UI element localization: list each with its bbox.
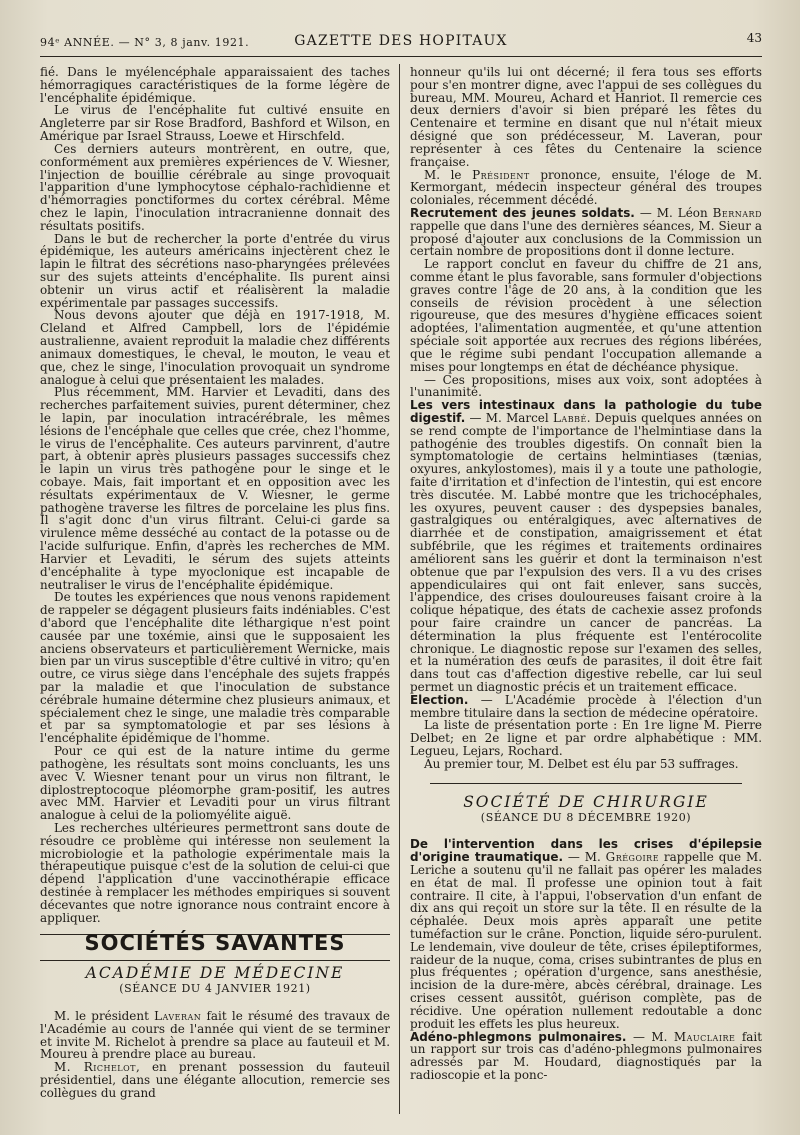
page-number: 43 bbox=[746, 31, 762, 45]
paragraph bbox=[40, 1061, 390, 1099]
text-run: , en prenant possession du fauteuil présidentiel, dans une élégante allocution, remercie ses collègues du grand bbox=[40, 1060, 390, 1100]
person-name: Laveran bbox=[154, 1008, 202, 1023]
section-rule bbox=[430, 783, 742, 784]
issue-info: 94ᵉ ANNÉE. — N° 3, 8 janv. 1921. bbox=[40, 36, 250, 49]
text-run: rappelle que dans l'une des dernières séances, M. Sieur a proposé d'ajouter aux conclusions de la Commission un certain nombre de propositions dont il donne lecture. bbox=[410, 218, 762, 259]
academy-session-date: (SÉANCE DU 4 JANVIER 1921) bbox=[119, 982, 311, 996]
article-election bbox=[410, 694, 762, 720]
paragraph bbox=[40, 1010, 390, 1061]
text-run: — M. Léon bbox=[634, 205, 713, 220]
text-run: rappelle que M. Leriche a soutenu qu'il ne fallait pas opérer les malades en état de mal. Il professe une opinion tout à fait contraire. Il cite, à l'appui, l'observation d'un enfant de dix ans qui reçoit un store sur la tête. Il en résulte de la céphalée. Deux mois après apparaît une petite tuméfaction sur le crâne. Ponction, liquide séro-purulent. Le lendemain, vive douleur de tête, crises épileptiformes, raideur de la nuque, coma, crises subintrantes de plus en plus fréquentes ; opération d'urgence, sans anesthésie, incision de la dure-mère, abcès cérébral, drainage. Les crises cessent aussitôt, guérison complète, pas de récidive. Une opération nullement redoutable a donc produit les effets les plus heureux. bbox=[410, 850, 763, 1031]
paragraph: Nous devons ajouter que déjà en 1917-1918, M. Cleland et Alfred Campbell, lors de l'épidémie australienne, avaient reproduit la maladie chez différents animaux domestiques, le cheval, le mouton, le veau et que, chez le singe, l'inoculation provoquait un syndrome analogue à celui que présentaient les malades. bbox=[40, 308, 390, 387]
person-name: Grégoire bbox=[605, 850, 660, 865]
society-title: SOCIÉTÉ DE CHIRURGIE bbox=[463, 792, 709, 811]
journal-title: GAZETTE DES HOPITAUX bbox=[294, 33, 508, 49]
text-run: prononce, ensuite, l'éloge de M. Kermorgant, médecin inspecteur général des troupes coloniales, récemment décédé. bbox=[410, 167, 762, 208]
paragraph: Dans le but de rechercher la porte d'entrée du virus épidémique, les auteurs américains injectèrent chez le lapin le filtrat des sécrétions naso-pharyngées prélevées sur des sujets atteints d'encéphalite. Ils purent ainsi obtenir un virus actif et réalisèrent la maladie expérimentale par passages successifs. bbox=[40, 231, 390, 310]
paragraph: Le rapport conclut en faveur du chiffre de 21 ans, comme étant le plus favorable, sans formuler d'objections graves contre l'âge de 20 ans, à la condition que les conseils de révision procèdent à une sélection rigoureuse, que des mesures d'hygiène efficaces soient adoptées, l'alimentation augmentée, et qu'une attention spéciale soit apportée aux recrues des régions libérées, que le régime subi pendant l'occupation allemande a mises pour longtemps en état de déchéance physique. bbox=[410, 257, 762, 374]
paragraph: fié. Dans le myélencéphale apparaissaient des taches hémorragiques caractéristiques de la forme légère de l'encéphalite épidémique. bbox=[40, 65, 390, 105]
article-heading: De l'intervention dans les crises d'épilepsie d'origine traumatique. bbox=[410, 837, 762, 865]
paragraph: — Ces propositions, mises aux voix, sont adoptées à l'unanimité. bbox=[410, 372, 762, 400]
text-run: fait un rapport sur trois cas d'adéno-phlegmons pulmonaires adressés par M. Houdard, diagnostiqués par la radioscopie et la ponc- bbox=[410, 1029, 762, 1082]
person-name: Bernard bbox=[712, 205, 762, 220]
person-name: Mauclaire bbox=[673, 1029, 736, 1044]
section-title: SOCIÉTÉS SAVANTES bbox=[84, 931, 346, 956]
text-run: — M. bbox=[626, 1029, 674, 1044]
right-column bbox=[410, 66, 762, 1082]
paragraph: Au premier tour, M. Delbet est élu par 53 suffrages. bbox=[424, 756, 739, 771]
paragraph: Pour ce qui est de la nature intime du germe pathogène, les résultats sont moins concluants, les uns avec V. Wiesner tenant pour un virus non filtrant, le diplostreptocoque pléomorphe gram-positif, les autres avec MM. Harvier et Levaditi pour un virus filtrant analogue à celui de la poliomyélite aiguë. bbox=[40, 744, 390, 823]
page-header bbox=[40, 28, 762, 56]
article-heading: Adéno-phlegmons pulmonaires. bbox=[410, 1029, 627, 1044]
text-run: — M. Marcel bbox=[465, 410, 553, 425]
academy-title: ACADÉMIE DE MÉDECINE bbox=[85, 964, 345, 983]
paragraph: La liste de présentation porte : En 1re ligne M. Pierre Delbet; en 2e ligne et par ordre alphabétique : MM. Legueu, Lejars, Rochard. bbox=[410, 718, 762, 759]
paragraph: honneur qu'ils lui ont décerné; il fera tous ses efforts pour s'en montrer digne, avec l'appui de ses collègues du bureau, MM. Moureu, Achard et Hanriot. Il remercie ces deux derniers d'avoir si bien préparé les fêtes du Centenaire et termine en disant que nul n'était mieux désigné que son prédécesseur, M. Laveran, pour représenter à ces fêtes du Centenaire la science française. bbox=[410, 65, 762, 169]
paragraph bbox=[410, 169, 762, 207]
text-run: — M. bbox=[563, 850, 606, 865]
paragraph: Les recherches ultérieures permettront sans doute de résoudre ce problème qui intéresse non seulement la microbiologie et la pathologie expérimentale mais la thérapeutique puisque c'est de la solution de celui-ci que dépend l'application d'une vaccinothérapie efficace destinée à remplacer les méthodes empiriques si souvent décevantes que notre ignorance nous contraint encore à appliquer. bbox=[40, 820, 390, 925]
article-heading: Recrutement des jeunes soldats. bbox=[410, 205, 635, 220]
article-heading: Election. bbox=[410, 692, 469, 707]
section-rule-bottom bbox=[40, 960, 390, 961]
person-name: M. Richelot bbox=[54, 1060, 136, 1075]
article-adeno-phlegmons bbox=[410, 1031, 762, 1082]
left-column bbox=[40, 66, 390, 1100]
article-vers-intestinaux bbox=[410, 399, 762, 694]
society-session-date: (SÉANCE DU 8 DÉCEMBRE 1920) bbox=[480, 810, 692, 824]
text-run: — L'Académie procède à l'élection d'un membre titulaire dans la section de médecine opératoire. bbox=[410, 692, 762, 720]
paragraph: Plus récemment, MM. Harvier et Levaditi, dans des recherches parfaitement suivies, purent déterminer, chez le lapin, par inoculation intracérébrale, les mêmes lésions de l'encéphale que celles que crée, chez l'homme, le virus de l'encéphalite. Ces auteurs parvinrent, d'autre part, à obtenir après plusieurs passages successifs chez le lapin un virus très pathogène pour le singe et le cobaye. Mais, fait important et en opposition avec les résultats expérimentaux de V. Wiesner, le germe pathogène traverse les filtres de porcelaine les plus fins. Il s'agit donc d'un virus filtrant. Celui-ci garde sa virulence même desséché au contact de la potasse ou de l'acide sulfurique. Enfin, d'après les recherches de MM. Harvier et Levaditi, le sérum des sujets atteints d'encéphalite à type myoclonique est incapable de neutraliser le virus de l'encéphalite épidémique. bbox=[40, 385, 390, 592]
article-heading: Les vers intestinaux dans la pathologie du tube digestif. bbox=[410, 398, 762, 425]
article-epilepsie bbox=[410, 838, 762, 1030]
text-run: M. le bbox=[424, 167, 473, 182]
column-divider bbox=[399, 64, 400, 1114]
paragraph: Ces derniers auteurs montrèrent, en outre, que, conformément aux premières expériences de V. Wiesner, l'injection de bouillie cérébrale au singe provoquait l'apparition d'une lymphocytose céphalo-rachidienne et d'hémorragies ponctiformes du cortex cérébral. Même chez le lapin, l'inoculation intracranienne donnait des résultats positifs. bbox=[40, 141, 390, 233]
paragraph: Le virus de l'encéphalite fut cultivé ensuite en Angleterre par sir Rose Bradford, Bashford et Wilson, en Amérique par Israel Strauss, Loewe et Hirschfeld. bbox=[40, 103, 390, 144]
text-run: . Depuis quelques années on se rend compte de l'importance de l'helmintiase dans la pathogénie des troubles digestifs. On connaît bien la symptomatologie de certains helmintiases (tænias, oxyures, ankylostomes), mais il y a toute une pathologie, faite d'irritation et d'infection de l'intestin, qui est encore très discutée. M. Labbé montre que les trichocéphales, les oxyures, peuvent causer : des dyspepsies banales, gastralgiques ou entéralgiques, avec alternatives de diarrhée et de constipation, amaigrissement et état subfébrile, que les régimes et traitements ordinaires améliorent sans les guérir et dont la terminaison n'est obtenue que par l'expulsion des vers. Il a vu des crises appendiculaires qui ont fait enlever, sans succès, l'appendice, des crises douloureuses faisant croire à la colique hépatique, des états de cachexie assez profonds pour faire craindre un cancer de pancréas. La détermination la plus fréquente est l'entérocolite chronique. Le diagnostic repose sur l'examen des selles, et la numération des œufs de parasites, il doit être fait dans tout cas d'affection digestive rebelle, car lui seul permet un diagnostic précis et un traitement efficace. bbox=[410, 410, 762, 694]
paragraph: De toutes les expériences que nous venons rapidement de rappeler se dégagent plusieurs faits indéniables. C'est d'abord que l'encéphalite dite léthargique n'est point causée par une toxémie, ainsi que le supposaient les anciens observateurs et particulièrement Wernicke, mais bien par un virus susceptible d'être cultivé in vitro; qu'en outre, ce virus siège dans l'encéphale des sujets frappés par la maladie et que l'inoculation de substance cérébrale humaine détermine chez plusieurs animaux, et spécialement chez le singe, une maladie très comparable et par sa symptomatologie et par ses lésions à l'encéphalite épidémique de l'homme. bbox=[40, 590, 390, 746]
person-name: Labbé bbox=[552, 410, 587, 425]
header-rule bbox=[40, 56, 762, 57]
spacer bbox=[410, 771, 762, 783]
text-run: fait le résumé des travaux de l'Académie au cours de l'année qui vient de se terminer et invite M. Richelot à prendre sa place au fauteuil et M. Moureu à prendre place au bureau. bbox=[40, 1008, 390, 1062]
person-name: Président bbox=[472, 167, 530, 182]
article-recrutement bbox=[410, 207, 762, 258]
text-run: M. le président bbox=[54, 1008, 155, 1023]
